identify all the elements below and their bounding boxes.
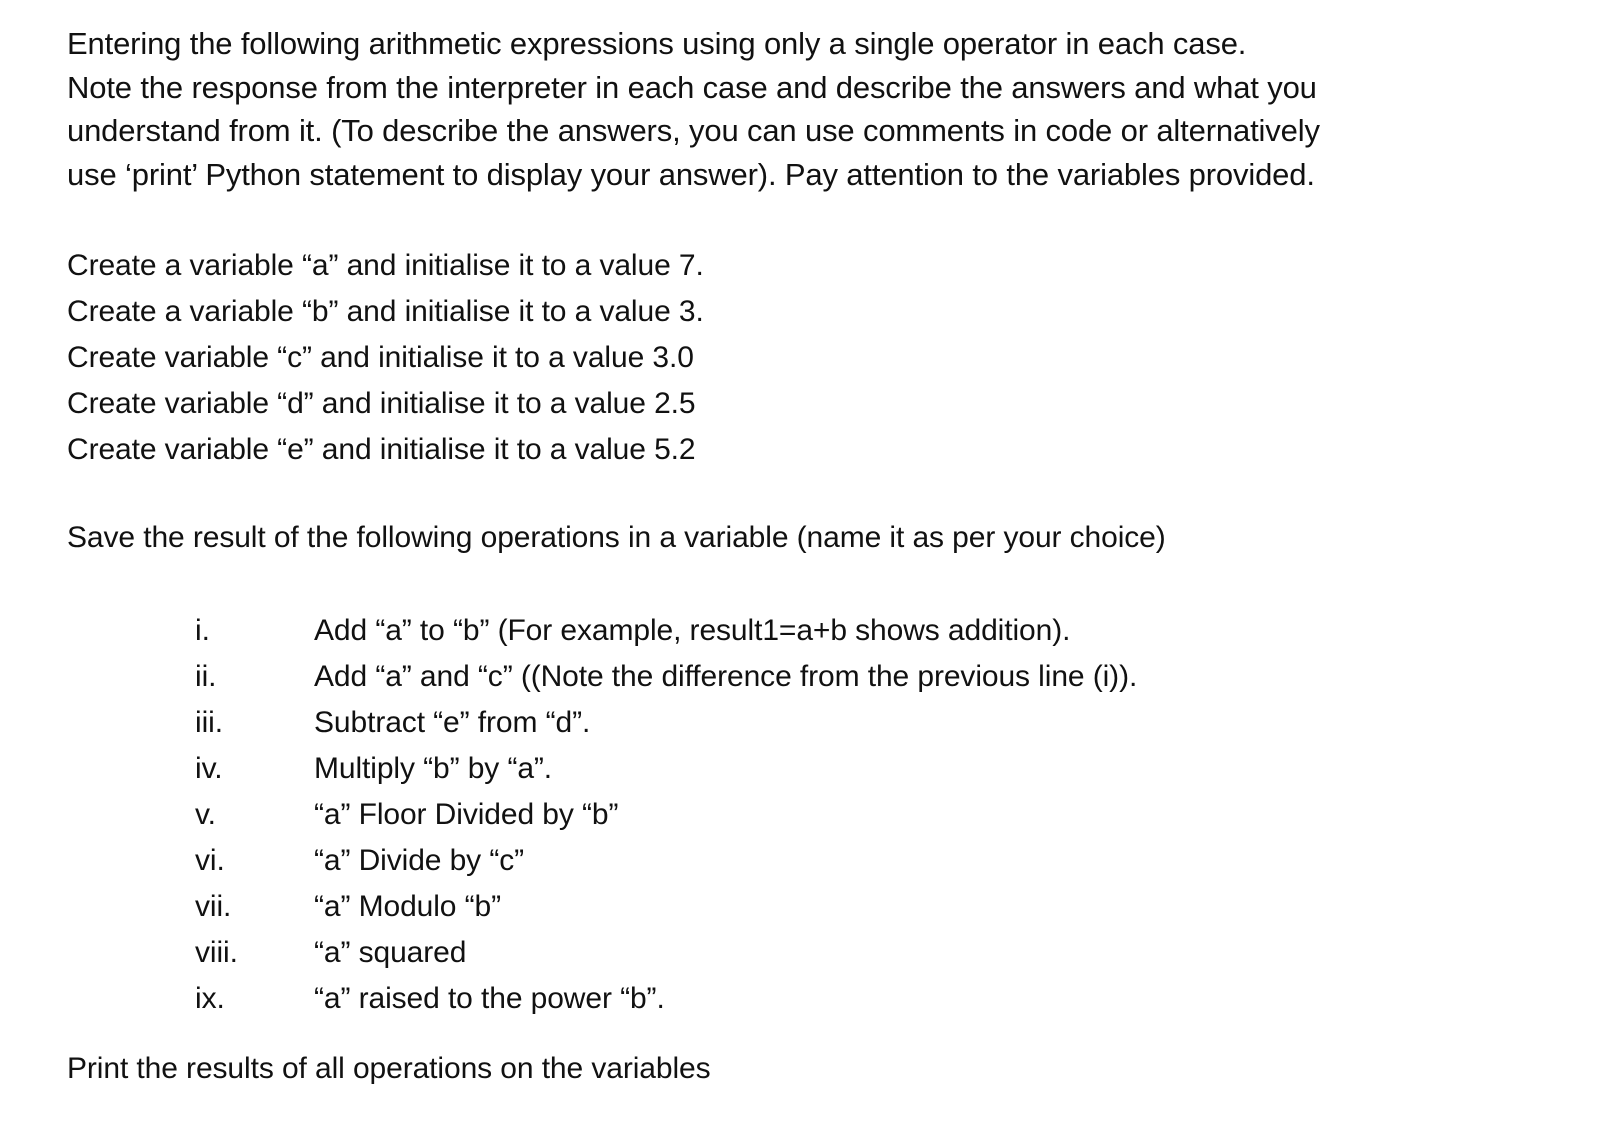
intro-line: understand from it. (To describe the answers, you can use comments in code or alternatively: [67, 113, 1320, 148]
list-item: [0, 841, 1600, 887]
list-item: [0, 887, 1600, 933]
variable-c-line: Create variable “c” and initialise it to a value 3.0: [67, 341, 694, 374]
final-instruction: Print the results of all operations on the variables: [67, 1052, 711, 1085]
list-number: vii.: [195, 890, 232, 923]
list-item: [0, 979, 1600, 1025]
variable-instructions: [67, 243, 704, 473]
list-number: i.: [195, 614, 210, 647]
list-item: [0, 657, 1600, 703]
variable-d-line: Create variable “d” and initialise it to a value 2.5: [67, 387, 696, 420]
list-text: “a” squared: [314, 936, 467, 969]
list-text: Subtract “e” from “d”.: [314, 706, 591, 739]
list-text: Add “a” to “b” (For example, result1=a+b shows addition).: [314, 614, 1071, 647]
intro-line: Note the response from the interpreter in each case and describe the answers and what you: [67, 69, 1317, 105]
list-item: [0, 795, 1600, 841]
list-text: “a” Modulo “b”: [314, 890, 501, 923]
list-item: [0, 933, 1600, 979]
intro-line: use ‘print’ Python statement to display your answer). Pay attention to the variables provided.: [67, 156, 1315, 192]
save-instruction: Save the result of the following operations in a variable (name it as per your choice): [67, 521, 1166, 554]
list-item: [0, 703, 1600, 749]
list-item: [0, 749, 1600, 795]
list-text: “a” Divide by “c”: [314, 844, 524, 877]
list-text: “a” raised to the power “b”.: [314, 982, 665, 1015]
list-text: Multiply “b” by “a”.: [314, 752, 553, 785]
list-text: “a” Floor Divided by “b”: [314, 798, 619, 831]
intro-line: Entering the following arithmetic expressions using only a single operator in each case.: [67, 26, 1247, 61]
operations-list: [0, 611, 1600, 1025]
list-number: ii.: [195, 660, 217, 693]
list-number: iii.: [195, 706, 223, 739]
list-number: viii.: [195, 936, 238, 969]
variable-a-line: Create a variable “a” and initialise it to a value 7.: [67, 249, 704, 282]
list-number: v.: [195, 798, 216, 831]
list-number: ix.: [195, 982, 225, 1015]
variable-e-line: Create variable “e” and initialise it to a value 5.2: [67, 433, 696, 466]
list-text: Add “a” and “c” ((Note the difference from the previous line (i)).: [314, 660, 1138, 693]
list-number: iv.: [195, 752, 223, 785]
list-number: vi.: [195, 844, 225, 877]
intro-paragraph: [67, 22, 1567, 196]
variable-b-line: Create a variable “b” and initialise it to a value 3.: [67, 295, 704, 328]
list-item: [0, 611, 1600, 657]
